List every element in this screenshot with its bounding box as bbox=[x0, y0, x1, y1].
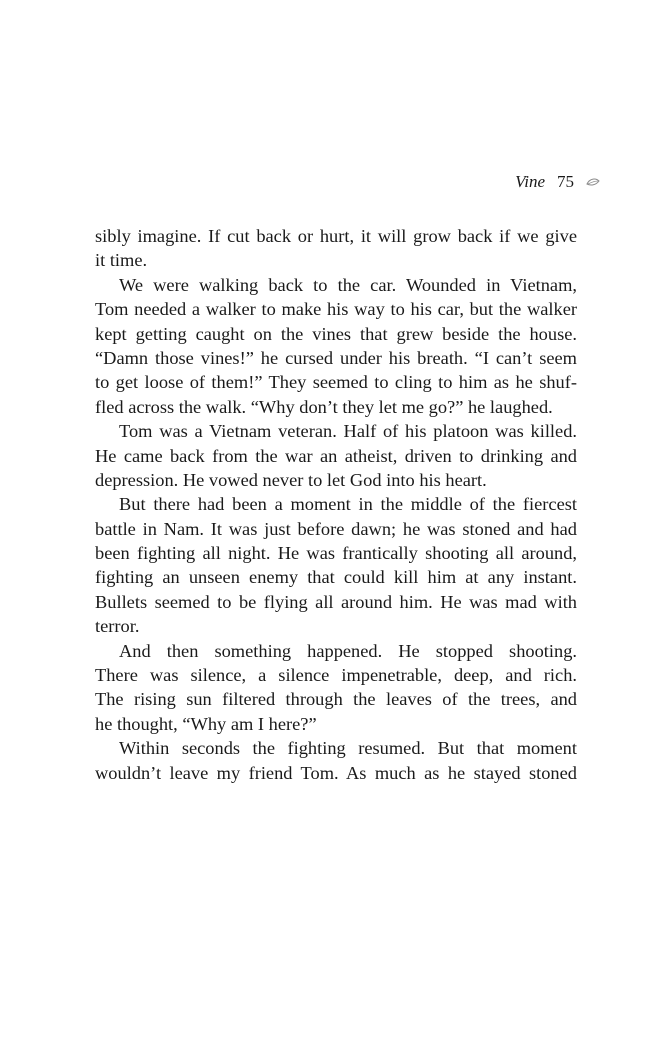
text-line: Bullets seemed to be flying all around him. He was mad with bbox=[95, 591, 577, 612]
text-line: Tom was a Vietnam veteran. Half of his platoon was killed. bbox=[119, 421, 577, 442]
text-line: Tom needed a walker to make his way to his car, but the walker bbox=[95, 299, 577, 320]
paragraph bbox=[95, 736, 577, 785]
text-line: There was silence, a silence impenetrable, deep, and rich. bbox=[95, 665, 577, 686]
page-number: 75 bbox=[557, 172, 574, 191]
text-line: He came back from the war an atheist, driven to drinking and bbox=[95, 445, 577, 466]
leaf-ornament-icon bbox=[586, 177, 600, 187]
text-line: depression. He vowed never to let God into his heart. bbox=[95, 469, 487, 490]
text-line: kept getting caught on the vines that grew beside the house. bbox=[95, 323, 577, 344]
text-line: fighting an unseen enemy that could kill him at any instant. bbox=[95, 567, 577, 588]
text-line: been fighting all night. He was frantically shooting all around, bbox=[95, 543, 577, 564]
text-line: “Damn those vines!” he cursed under his breath. “I can’t seem bbox=[95, 347, 577, 368]
text-line: wouldn’t leave my friend Tom. As much as he stayed stoned bbox=[95, 762, 577, 783]
text-line: battle in Nam. It was just before dawn; he was stoned and had bbox=[95, 518, 577, 539]
text-line: The rising sun filtered through the leaves of the trees, and bbox=[95, 689, 577, 710]
paragraph bbox=[95, 273, 577, 419]
text-line: Within seconds the fighting resumed. But that moment bbox=[119, 738, 577, 759]
paragraph bbox=[95, 492, 577, 638]
text-line: We were walking back to the car. Wounded in Vietnam, bbox=[119, 274, 577, 295]
running-head bbox=[515, 170, 600, 194]
text-line: to get loose of them!” They seemed to cling to him as he shuf- bbox=[95, 372, 577, 393]
text-line: he thought, “Why am I here?” bbox=[95, 713, 317, 734]
paragraph bbox=[95, 639, 577, 737]
text-line: sibly imagine. If cut back or hurt, it will grow back if we give bbox=[95, 226, 577, 246]
paragraph bbox=[95, 224, 577, 273]
text-line: But there had been a moment in the middle of the fiercest bbox=[119, 494, 577, 515]
running-head-title: Vine bbox=[515, 172, 545, 191]
body-text bbox=[95, 224, 577, 785]
text-line: terror. bbox=[95, 616, 140, 637]
text-line: fled across the walk. “Why don’t they let me go?” he laughed. bbox=[95, 396, 553, 417]
text-line: it time. bbox=[95, 250, 148, 271]
text-line: And then something happened. He stopped shooting. bbox=[119, 640, 577, 661]
paragraph bbox=[95, 419, 577, 492]
